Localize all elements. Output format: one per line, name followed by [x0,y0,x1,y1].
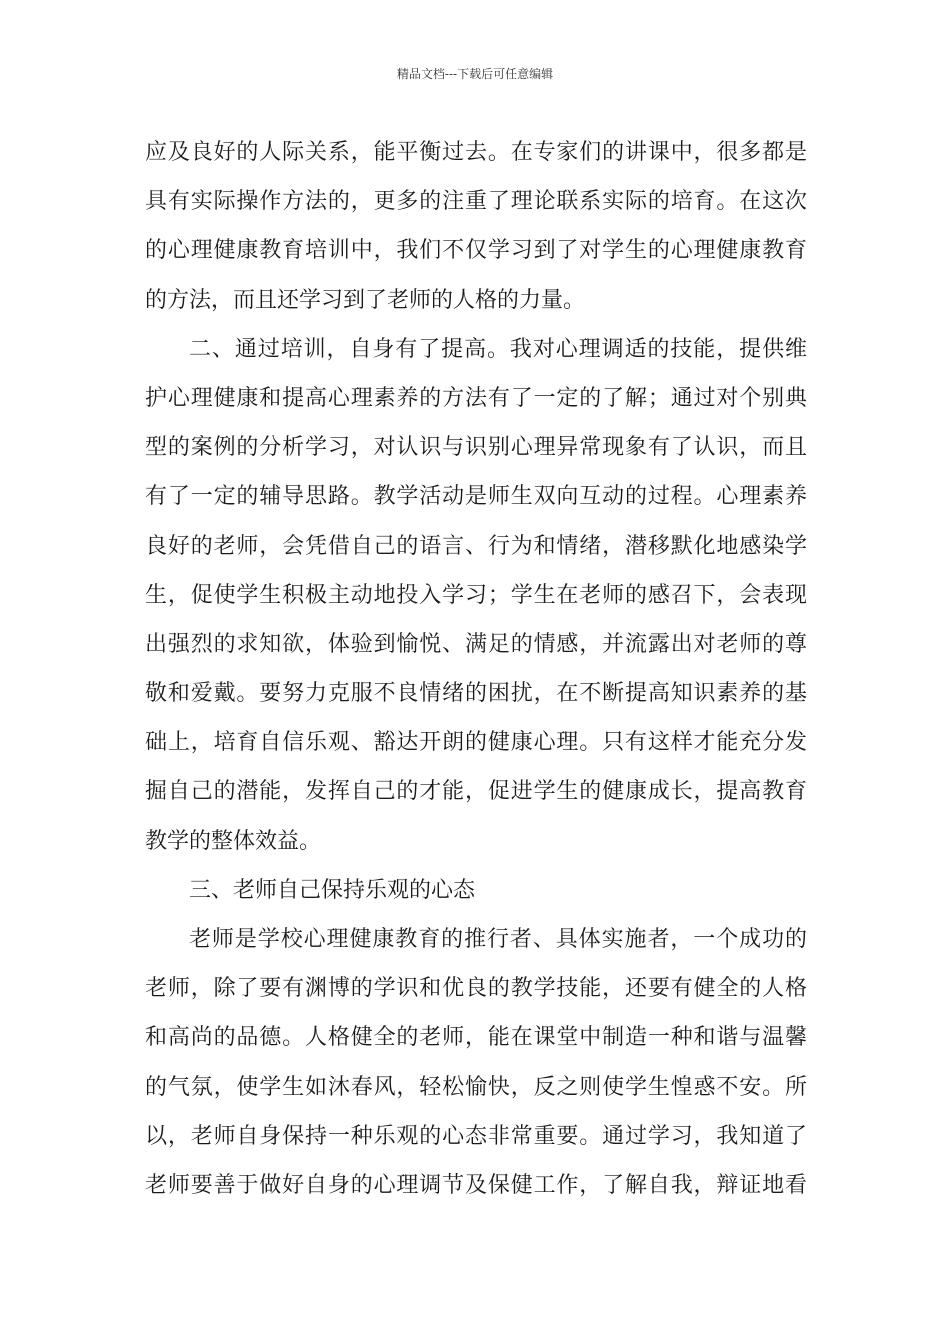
text-line: 老师要善于做好自身的心理调节及保健工作，了解自我，辩证地看 [145,1172,807,1198]
text-line: 护心理健康和提高心理素养的方法有了一定的了解；通过对个别典 [145,385,807,411]
document-body [145,128,807,1210]
text-line: 二、通过培训，自身有了提高。我对心理调适的技能，提供维 [189,336,807,362]
text-line: 出强烈的求知欲，体验到愉悦、满足的情感，并流露出对老师的尊 [145,631,807,657]
text-line: 的气氛，使学生如沐春风，轻松愉快，反之则使学生惶惑不安。所 [145,1074,807,1100]
text-line: 的方法，而且还学习到了老师的人格的力量。 [145,287,586,313]
text-line: 的心理健康教育培训中，我们不仅学习到了对学生的心理健康教育 [145,238,807,264]
text-line: 和高尚的品德。人格健全的老师，能在课堂中制造一种和谐与温馨 [145,1025,807,1051]
page-header: 精品文档---下载后可任意编辑 [396,67,554,81]
text-line: 有了一定的辅导思路。教学活动是师生双向互动的过程。心理素养 [145,484,807,510]
text-line: 生，促使学生积极主动地投入学习；学生在老师的感召下，会表现 [145,582,807,608]
text-line: 掘自己的潜能，发挥自己的才能，促进学生的健康成长，提高教育 [145,779,807,805]
text-line: 老师是学校心理健康教育的推行者、具体实施者，一个成功的 [189,927,807,952]
text-line: 老师，除了要有渊博的学识和优良的教学技能，还要有健全的人格 [145,976,807,1002]
text-line: 教学的整体效益。 [145,828,322,854]
text-line: 型的案例的分析学习，对认识与识别心理异常现象有了认识，而且 [145,435,807,461]
text-line: 三、老师自己保持乐观的心态 [189,877,476,903]
text-line: 良好的老师，会凭借自己的语言、行为和情绪，潜移默化地感染学 [145,533,807,559]
text-line: 以，老师自身保持一种乐观的心态非常重要。通过学习，我知道了 [145,1123,807,1149]
text-line: 具有实际操作方法的，更多的注重了理论联系实际的培育。在这次 [145,189,807,215]
text-line: 敬和爱戴。要努力克服不良情绪的困扰，在不断提高知识素养的基 [145,681,807,707]
text-line: 应及良好的人际关系，能平衡过去。在专家们的讲课中，很多都是 [145,140,807,165]
text-line: 础上，培育自信乐观、豁达开朗的健康心理。只有这样才能充分发 [145,730,807,756]
